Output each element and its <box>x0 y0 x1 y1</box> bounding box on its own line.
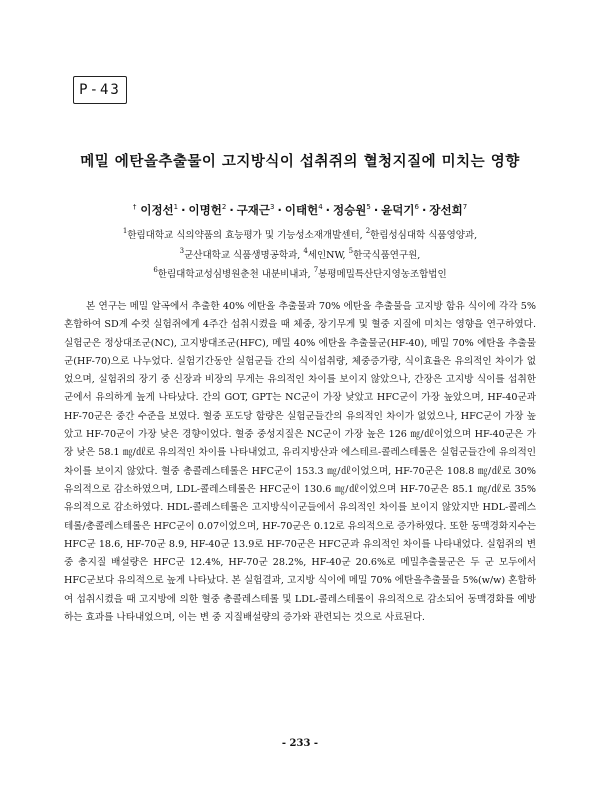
affiliation-line <box>60 263 540 283</box>
affiliation-item: $^7$봉평메밀특산단지영농조합법인 <box>313 266 447 280</box>
affiliation-item: $^2$한림성심대학 식품영양과, <box>365 227 478 241</box>
author-separator: · <box>373 203 379 217</box>
author-name: 장선희$^7$ <box>429 203 468 217</box>
page-number: - 233 - <box>281 738 319 749</box>
affiliation-line <box>60 224 540 244</box>
author-name: 구재근$^3$ <box>236 203 275 217</box>
author-separator: · <box>422 203 427 217</box>
poster-code: P-43 <box>73 76 127 104</box>
author-name: 이태헌$^4$ <box>284 203 323 217</box>
affiliation-item: $^4$세인NW, <box>303 246 349 261</box>
author-separator: · <box>325 203 331 217</box>
affiliation-item: $^6$한림대학교성심병원춘천 내분비내과, <box>153 266 314 280</box>
author-separator: · <box>229 203 234 217</box>
affiliations <box>60 224 540 283</box>
affiliation-line <box>60 244 540 264</box>
author-separator: · <box>277 203 282 217</box>
author-name: 윤덕기$^6$ <box>381 203 419 217</box>
author-name: † 이정선$^1$ <box>132 203 179 217</box>
affiliation-item: $^3$군산대학교 식품생명공학과, <box>179 246 304 261</box>
author-list <box>0 202 600 218</box>
affiliation-item: $^5$한국식품연구원, <box>348 246 421 261</box>
author-name: 정승원$^5$ <box>333 203 371 217</box>
paper-title: 메밀 에탄올추출물이 고지방식이 섭취쥐의 혈청지질에 미치는 영향 <box>80 154 520 170</box>
author-name: 이명헌$^2$ <box>188 203 227 217</box>
author-separator: · <box>181 203 186 217</box>
abstract-body: 본 연구는 메밀 알곡에서 추출한 40% 에탄올 추출물과 70% 에탄올 추출물을 고지방 함유 식이에 각각 5% 혼합하여 SD계 수컷 실험쥐에게 4주간 섭취시켰을 때 체중, 장기무게 및 혈중 지질에 미치는 영향을 연구하였다. 실험군은 정상대조군(NC), 고지방대조군(HFC), 메밀 40% 에탄올 추출물군(HF-40), 메밀 70% 에탄올 추출물군(HF-70)으로 나누었다. 실험기간동안 실험군들 간의 식이섭취량, 체중증가량, 식이효율은 유의적인 차이가 없었으며, 실험쥐의 장기 중 신장과 비장의 무게는 유의적인 차이를 보이지 않았으나, 간장은 고지방 식이를 섭취한 군에서 유의하게 높게 나타났다. 간의 GOT, GPT는 NC군이 가장 낮았고 HFC군이 가장 높았으며, HF-40군과 HF-70군은 중간 수준을 보였다. 혈중 포도당 함량은 실험군들간의 유의적인 차이가 없었으나, HFC군이 가장 높았고 HF-70군이 가장 낮은 경향이었다. 혈중 중성지질은 NC군이 가장 높은 126 ㎎/㎗이었으며 HF-40군은 가장 낮은 58.1 ㎎/㎗로 유의적인 차이를 나타내었고, 유리지방산과 에스테르-콜레스테롤은 실험군들간에 유의적인 차이를 보이지 않았다. 혈중 총콜레스테롤은 HFC군이 153.3 ㎎/㎗이었으며, HF-70군은 108.8 ㎎/㎗로 30% 유의적으로 감소하였으며, LDL-콜레스테롤은 HFC군이 130.6 ㎎/㎗이었으며 HF-70군은 85.1 ㎎/㎗로 35% 유의적으로 감소하였다. HDL-콜레스테롤은 고지방식이군들에서 유의적인 차이를 보이지 않았지만 HDL-콜레스테롤/총콜레스테롤은 HFC군이 0.07이었으며, HF-70군은 0.12로 유의적으로 증가하였다. 또한 동맥경화지수는 HFC군 18.6, HF-70군 8.9, HF-40군 13.9로 HF-70군은 HFC군과 유의적인 차이를 나타내었다. 실험쥐의 변중 총지질 배설량은 HFC군 12.4%, HF-70군 28.2%, HF-40군 20.6%로 메밀추출물군은 두 군 모두에서 HFC군보다 유의적으로 높게 나타났다. 본 실험결과, 고지방 식이에 메밀 70% 에탄올추출물을 5%(w/w) 혼합하여 섭취시켰을 때 고지방에 의한 혈중 총콜레스테롤 및 LDL-콜레스테롤이 유의적으로 감소되어 동맥경화를 예방하는 효과를 나타내었으며, 이는 변 중 지질배설량의 증가와 관련되는 것으로 사료된다. <box>64 301 536 624</box>
affiliation-item: $^1$한림대학교 식의약품의 효능평가 및 기능성소재개발센터, <box>122 227 366 241</box>
